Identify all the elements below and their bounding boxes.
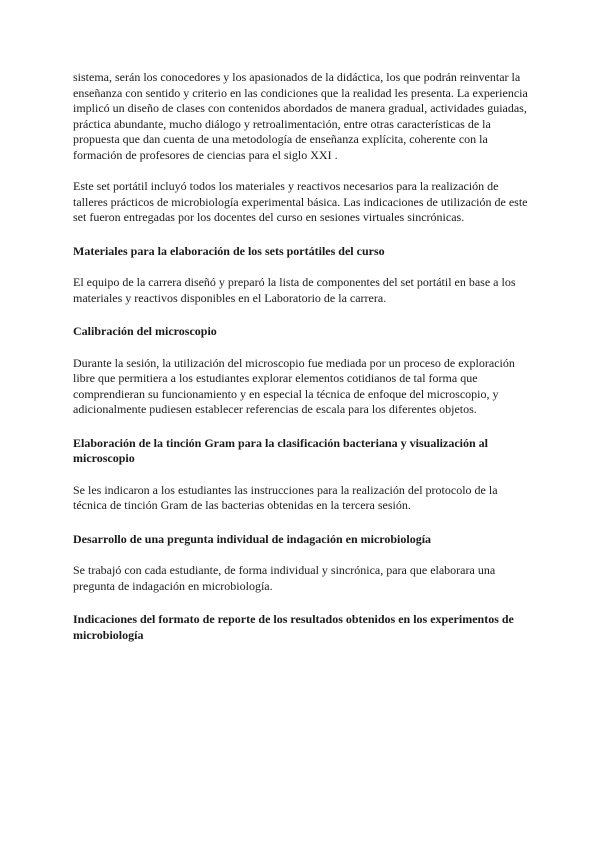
heading-microscope-calibration: Calibración del microscopio — [73, 324, 217, 338]
paragraph-materials: El equipo de la carrera diseñó y preparó la lista de componentes del set portátil en base a los materiales y reactivos disponibles en el Laboratorio de la carrera. — [73, 275, 516, 305]
heading-gram-stain: Elaboración de la tinción Gram para la clasificación bacteriana y visualización al microscopio — [73, 435, 488, 465]
paragraph-inquiry-question: Se trabajó con cada estudiante, de forma individual y sincrónica, para que elaborara una pregunta de indagación en microbiología. — [73, 563, 496, 593]
heading-materials: Materiales para la elaboración de los sets portátiles del curso — [73, 243, 385, 258]
heading-inquiry-question: Desarrollo de una pregunta individual de indagación en microbiología — [73, 531, 432, 546]
paragraph-portable-set: Este set portátil incluyó todos los materiales y reactivos necesarios para la realización de talleres prácticos de microbiología experimental básica. Las indicaciones de utilización de este set fueron entregadas por los docentes del curso en sesiones virtuales sincrónicas. — [73, 179, 528, 224]
heading-report-format: Indicaciones del formato de reporte de los resultados obtenidos en los experimentos de microbiología — [73, 612, 514, 642]
paragraph-intro-continuation: sistema, serán los conocedores y los apasionados de la didáctica, los que podrán reinventar la enseñanza con sentido y criterio en las condiciones que la realidad les presenta. La experiencia implicó un diseño de clases con contenidos abordados de manera gradual, actividades guiadas, práctica abundante, mucho diálogo y retroalimentación, entre otras características de la propuesta que dan cuenta de una metodología de enseñanza explícita, coherente con la formación de profesores de ciencias para el siglo XXI . — [73, 70, 528, 162]
document-page — [73, 70, 529, 643]
paragraph-gram-stain: Se les indicaron a los estudiantes las instrucciones para la realización del protocolo de la técnica de tinción Gram de las bacterias obtenidas en la tercera sesión. — [73, 482, 498, 512]
paragraph-microscope-calibration: Durante la sesión, la utilización del microscopio fue mediada por un proceso de exploración libre que permitiera a los estudiantes explorar elementos cotidianos de tal forma que comprendieran su funcionamiento y en especial la técnica de enfoque del microscopio, y adicionalmente pudiesen establecer referencias de escala para los diferentes objetos. — [73, 355, 515, 416]
